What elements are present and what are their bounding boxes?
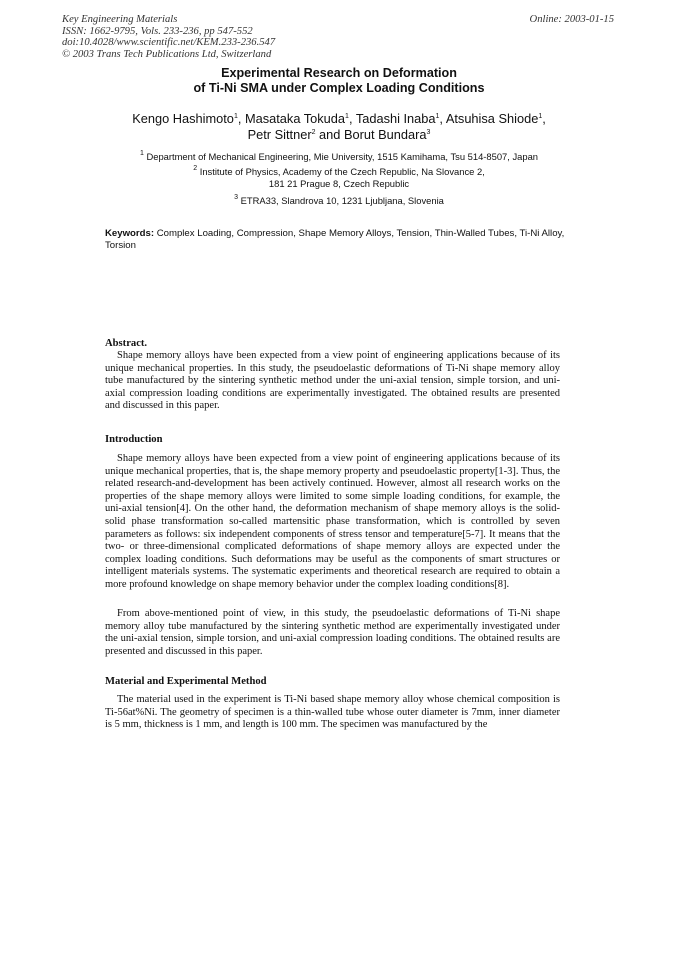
online-date: Online: 2003-01-15: [529, 14, 614, 25]
keywords-label: Keywords:: [105, 228, 155, 239]
introduction-body-2: From above-mentioned point of view, in this study, the pseudoelastic deformations of Ti-Ni shape memory alloy tube manufactured by the sintering synthetic method are experimentally investigated under the uni-axial tension, simple torsion, and uni-axial compression loading conditions. The obtained results are presented and discussed in this paper.: [105, 608, 560, 657]
introduction-paragraph-2: [105, 608, 560, 658]
introduction-body-1: Shape memory alloys have been expected from a view point of engineering applications because of its unique mechanical properties, that is, the shape memory property and pseudoelastic property[1-3]. Thus, the related research-and-development has been actively continued. However, almost all research works on the properties of the shape memory alloys were limited to some simple loading conditions, for example, the uni-axial tension[4]. On the other hand, the deformation mechanism of shape memory alloys is the solid-solid phase transformation so-called martensitic phase transformation, which is controlled by seven parameters as follows: six independent components of stress tensor and temperature[5-7]. It means that the two- or three-dimensional complicated deformations of shape memory alloys are expected under the complex loading conditions. Such deformations may be useful as the components of smart structures or intelligent materials systems. The systematic experiments and theoretical research are required to obtain a more profound knowledge on shape memory behavior under the complex loading conditions[8].: [105, 453, 560, 590]
affiliation-text: Institute of Physics, Academy of the Czech Republic, Na Slovance 2,: [197, 166, 485, 177]
author-name: , Atsuhisa Shiode: [439, 111, 539, 126]
affiliation-3: [0, 195, 678, 207]
affiliation-mark: 3: [234, 194, 239, 201]
keywords: [105, 228, 565, 252]
authors-line-1: [0, 111, 678, 127]
paper-title: [0, 66, 678, 96]
affiliation-1: [0, 151, 678, 163]
introduction-paragraph-1: [105, 453, 560, 592]
method-heading: Material and Experimental Method: [105, 676, 267, 687]
issn-line: ISSN: 1662-9795, Vols. 233-236, pp 547-552: [62, 25, 253, 37]
author-affiliation-mark: 1: [345, 113, 349, 120]
affiliation-2: [0, 166, 678, 189]
title-line-2: of Ti-Ni SMA under Complex Loading Conditions: [193, 81, 485, 95]
author-affiliation-mark: 1: [435, 113, 440, 120]
author-name: , Tadashi Inaba: [348, 111, 436, 126]
author-separator: ,: [542, 111, 546, 126]
authors-line-2: [0, 127, 678, 143]
abstract-body: Shape memory alloys have been expected from a view point of engineering applications because of its unique mechanical properties. In this study, the pseudoelastic deformations of Ti-Ni shape memory alloy tube manufactured by the sintering synthetic method under the uni-axial tension, simple torsion, and uni-axial compression loading conditions are experimentally investigated. The obtained results are presented and discussed in this paper.: [105, 350, 560, 412]
author-name: Petr Sittner: [247, 126, 312, 142]
abstract-text: [105, 350, 560, 413]
author-name: Kengo Hashimoto: [132, 111, 234, 126]
doi-line: doi:10.4028/www.scientific.net/KEM.233-236.547: [62, 37, 276, 49]
method-body-1: The material used in the experiment is Ti-Ni based shape memory alloy whose chemical composition is Ti-56at%Ni. The geometry of specimen is a thin-walled tube whose outer diameter is 7mm, inner diameter is 5 mm, thickness is 1 mm, and length is 100 mm. The specimen was manufactured by the: [105, 694, 560, 731]
method-paragraph-1: [105, 694, 560, 732]
abstract-heading: Abstract.: [105, 338, 148, 349]
author-name: and Borut Bundara: [315, 126, 427, 142]
author-name: , Masataka Tokuda: [237, 111, 346, 126]
keywords-text: Complex Loading, Compression, Shape Memory Alloys, Tension, Thin-Walled Tubes, Ti-Ni Alloy, Torsion: [105, 228, 565, 251]
author-affiliation-mark: 3: [426, 128, 431, 136]
copyright-line: © 2003 Trans Tech Publications Ltd, Switzerland: [62, 48, 272, 60]
affiliation-text: ETRA33, Slandrova 10, 1231 Ljubljana, Slovenia: [238, 195, 444, 206]
title-line-1: Experimental Research on Deformation: [221, 66, 457, 80]
author-affiliation-mark: 1: [233, 113, 238, 120]
author-affiliation-mark: 2: [311, 128, 316, 136]
journal-name: Key Engineering Materials: [62, 14, 178, 25]
author-affiliation-mark: 1: [538, 113, 543, 120]
affiliation-text: Department of Mechanical Engineering, Mie University, 1515 Kamihama, Tsu 514-8507, Japan: [143, 151, 539, 162]
journal-header: [62, 14, 275, 60]
introduction-heading: Introduction: [105, 434, 163, 445]
author-list: [0, 111, 678, 142]
affiliation-text: 181 21 Prague 8, Czech Republic: [268, 177, 410, 189]
affiliation-mark: 2: [193, 165, 198, 172]
affiliation-mark: 1: [139, 150, 144, 157]
